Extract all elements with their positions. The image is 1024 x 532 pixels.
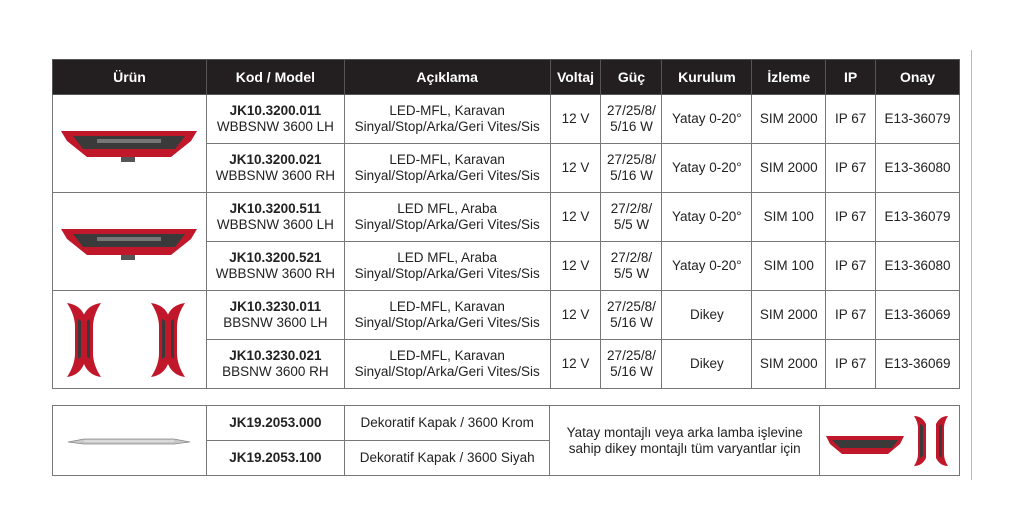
power-line1: 27/25/8/ bbox=[607, 103, 656, 118]
code-model-cell bbox=[206, 242, 344, 291]
ip-cell: IP 67 bbox=[826, 95, 876, 144]
product-code: JK10.3230.011 bbox=[229, 299, 322, 314]
accessory-code-cell bbox=[206, 441, 344, 476]
product-code: JK10.3200.511 bbox=[229, 201, 322, 216]
product-image-cell bbox=[53, 291, 207, 389]
description-cell bbox=[344, 193, 550, 242]
voltage-cell: 12 V bbox=[550, 291, 601, 340]
track-cell: SIM 100 bbox=[752, 193, 826, 242]
mounting-cell: Dikey bbox=[662, 291, 752, 340]
mounting-cell: Yatay 0-20° bbox=[662, 144, 752, 193]
header-voltage: Voltaj bbox=[550, 60, 601, 95]
page-margin-line bbox=[971, 50, 972, 480]
description-cell bbox=[344, 291, 550, 340]
product-model: WBBSNW 3600 RH bbox=[215, 168, 336, 183]
mounting-cell: Yatay 0-20° bbox=[662, 95, 752, 144]
header-description: Açıklama bbox=[344, 60, 550, 95]
decorative-cover-image bbox=[64, 430, 194, 452]
mounting-cell: Dikey bbox=[662, 340, 752, 389]
description-line1: LED-MFL, Karavan bbox=[389, 348, 505, 363]
power-line2: 5/16 W bbox=[610, 315, 653, 330]
product-model: WBBSNW 3600 RH bbox=[215, 266, 336, 281]
description-cell bbox=[344, 340, 550, 389]
description-line1: LED-MFL, Karavan bbox=[389, 299, 505, 314]
accessory-code: JK19.2053.000 bbox=[229, 415, 322, 430]
table-row bbox=[53, 95, 960, 144]
header-approval-track: İzleme bbox=[752, 60, 826, 95]
power-line1: 27/25/8/ bbox=[607, 152, 656, 167]
product-image-cell bbox=[53, 193, 207, 291]
approval-cell: E13-36080 bbox=[876, 144, 960, 193]
description-cell bbox=[344, 95, 550, 144]
ip-cell: IP 67 bbox=[826, 193, 876, 242]
voltage-cell: 12 V bbox=[550, 144, 601, 193]
power-cell bbox=[601, 291, 662, 340]
accessory-desc-cell bbox=[344, 441, 550, 476]
voltage-cell: 12 V bbox=[550, 340, 601, 389]
table-row bbox=[53, 193, 960, 242]
horizontal-lamp-image bbox=[57, 119, 201, 169]
description-cell bbox=[344, 242, 550, 291]
code-model-cell bbox=[206, 144, 344, 193]
voltage-cell: 12 V bbox=[550, 193, 601, 242]
track-cell: SIM 2000 bbox=[752, 340, 826, 389]
header-product: Ürün bbox=[53, 60, 207, 95]
product-code: JK10.3230.021 bbox=[229, 348, 322, 363]
product-model: BBSNW 3600 LH bbox=[223, 315, 328, 330]
accessory-table bbox=[52, 405, 960, 476]
description-line2: Sinyal/Stop/Arka/Geri Vites/Sis bbox=[354, 266, 540, 281]
description-line2: Sinyal/Stop/Arka/Geri Vites/Sis bbox=[354, 364, 540, 379]
ip-cell: IP 67 bbox=[826, 144, 876, 193]
lamp-variants-image bbox=[822, 410, 956, 472]
approval-cell: E13-36079 bbox=[876, 95, 960, 144]
accessory-desc-cell bbox=[344, 406, 550, 441]
power-line2: 5/16 W bbox=[610, 364, 653, 379]
header-ip: IP bbox=[826, 60, 876, 95]
product-code: JK10.3200.011 bbox=[229, 103, 322, 118]
description-line2: Sinyal/Stop/Arka/Geri Vites/Sis bbox=[354, 119, 540, 134]
accessory-code: JK19.2053.100 bbox=[229, 450, 322, 465]
description-line2: Sinyal/Stop/Arka/Geri Vites/Sis bbox=[354, 168, 540, 183]
description-line1: LED-MFL, Karavan bbox=[389, 103, 505, 118]
product-code: JK10.3200.021 bbox=[229, 152, 322, 167]
header-row bbox=[53, 60, 960, 95]
track-cell: SIM 100 bbox=[752, 242, 826, 291]
accessory-code-cell bbox=[206, 406, 344, 441]
header-code-model: Kod / Model bbox=[206, 60, 344, 95]
power-cell bbox=[601, 95, 662, 144]
product-model: WBBSNW 3600 LH bbox=[216, 119, 334, 134]
power-line1: 27/25/8/ bbox=[607, 299, 656, 314]
description-cell bbox=[344, 144, 550, 193]
mounting-cell: Yatay 0-20° bbox=[662, 193, 752, 242]
power-cell bbox=[601, 193, 662, 242]
code-model-cell bbox=[206, 95, 344, 144]
accessory-note-line1: Yatay montajlı veya arka lamba işlevine bbox=[566, 424, 803, 440]
mounting-cell: Yatay 0-20° bbox=[662, 242, 752, 291]
product-table bbox=[52, 59, 960, 389]
voltage-cell: 12 V bbox=[550, 95, 601, 144]
approval-cell: E13-36069 bbox=[876, 340, 960, 389]
description-line1: LED MFL, Araba bbox=[397, 201, 498, 216]
code-model-cell bbox=[206, 291, 344, 340]
header-homologation: Onay bbox=[876, 60, 960, 95]
code-model-cell bbox=[206, 193, 344, 242]
power-line2: 5/16 W bbox=[610, 168, 653, 183]
product-model: BBSNW 3600 RH bbox=[222, 364, 329, 379]
power-line1: 27/2/8/ bbox=[610, 250, 653, 265]
accessory-desc: Dekoratif Kapak / 3600 Siyah bbox=[359, 450, 535, 465]
power-cell bbox=[601, 144, 662, 193]
description-line2: Sinyal/Stop/Arka/Geri Vites/Sis bbox=[354, 217, 540, 232]
description-line1: LED-MFL, Karavan bbox=[389, 152, 505, 167]
vertical-lamp-image bbox=[59, 295, 199, 385]
track-cell: SIM 2000 bbox=[752, 95, 826, 144]
voltage-cell: 12 V bbox=[550, 242, 601, 291]
header-mounting: Kurulum bbox=[662, 60, 752, 95]
approval-cell: E13-36079 bbox=[876, 193, 960, 242]
variants-image-cell bbox=[819, 406, 959, 476]
code-model-cell bbox=[206, 340, 344, 389]
power-cell bbox=[601, 340, 662, 389]
product-model: WBBSNW 3600 LH bbox=[216, 217, 334, 232]
description-line2: Sinyal/Stop/Arka/Geri Vites/Sis bbox=[354, 315, 540, 330]
accessory-row bbox=[53, 406, 960, 441]
ip-cell: IP 67 bbox=[826, 242, 876, 291]
power-line1: 27/25/8/ bbox=[607, 348, 656, 363]
horizontal-lamp-image bbox=[57, 217, 201, 267]
power-line2: 5/5 W bbox=[613, 266, 650, 281]
accessory-desc: Dekoratif Kapak / 3600 Krom bbox=[360, 415, 534, 430]
cover-image-cell bbox=[53, 406, 207, 476]
power-cell bbox=[601, 242, 662, 291]
header-power: Güç bbox=[601, 60, 662, 95]
track-cell: SIM 2000 bbox=[752, 291, 826, 340]
table-row bbox=[53, 291, 960, 340]
power-line1: 27/2/8/ bbox=[610, 201, 653, 216]
product-code: JK10.3200.521 bbox=[229, 250, 322, 265]
accessory-note-line2: sahip dikey montajlı tüm varyantlar için bbox=[568, 440, 801, 456]
approval-cell: E13-36069 bbox=[876, 291, 960, 340]
approval-cell: E13-36080 bbox=[876, 242, 960, 291]
track-cell: SIM 2000 bbox=[752, 144, 826, 193]
ip-cell: IP 67 bbox=[826, 291, 876, 340]
product-image-cell bbox=[53, 95, 207, 193]
power-line2: 5/16 W bbox=[610, 119, 653, 134]
accessory-note-cell bbox=[550, 406, 820, 476]
power-line2: 5/5 W bbox=[613, 217, 650, 232]
ip-cell: IP 67 bbox=[826, 340, 876, 389]
description-line1: LED MFL, Araba bbox=[397, 250, 498, 265]
